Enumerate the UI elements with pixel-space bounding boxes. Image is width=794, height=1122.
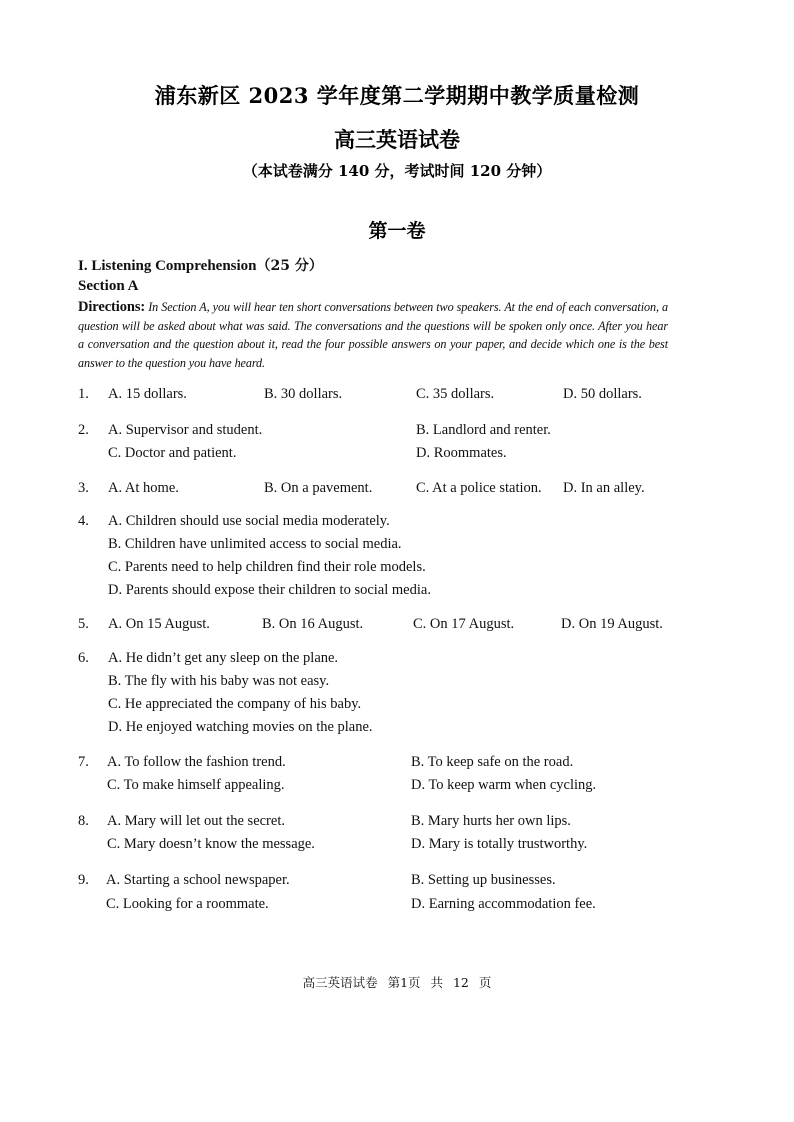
option-d: D. Roommates.	[416, 445, 507, 461]
option-c: C. To make himself appealing.	[107, 777, 285, 793]
question-number: 7.	[78, 754, 89, 770]
exam-title: 浦东新区 2023 学年度第二学期期中教学质量检测	[154, 83, 640, 108]
option-a: A. Mary will let out the secret.	[107, 813, 285, 829]
option-d: D. In an alley.	[563, 480, 645, 496]
option-b: B. Setting up businesses.	[411, 872, 556, 888]
question-number: 1.	[78, 386, 89, 402]
question-number: 9.	[78, 872, 89, 888]
option-a: A. At home.	[108, 480, 179, 496]
option-b: B. To keep safe on the road.	[411, 754, 574, 770]
question-number: 8.	[78, 813, 89, 829]
option-a: A. To follow the fashion trend.	[107, 754, 286, 770]
volume-heading: 第一卷	[368, 220, 426, 242]
option-c: C. Mary doesn’t know the message.	[107, 836, 315, 852]
option-d: D. Mary is totally trustworthy.	[411, 836, 588, 852]
option-d: D. Earning accommodation fee.	[411, 896, 596, 912]
option-d: D. On 19 August.	[561, 616, 663, 632]
option-b: B. Children have unlimited access to social media.	[108, 536, 402, 552]
page-footer: 高三英语试卷 第1页 共 12 页	[302, 975, 492, 990]
question-number: 6.	[78, 650, 89, 666]
option-d: D. To keep warm when cycling.	[411, 777, 597, 793]
option-a: A. Children should use social media moderately.	[108, 513, 390, 529]
option-b: B. On 16 August.	[262, 616, 364, 632]
option-d: D. Parents should expose their children to social media.	[108, 582, 431, 598]
option-c: C. Parents need to help children find their role models.	[108, 559, 426, 575]
option-a: A. He didn’t get any sleep on the plane.	[108, 650, 339, 666]
directions-label: Directions:	[78, 299, 146, 315]
option-b: B. 30 dollars.	[264, 386, 343, 402]
option-b: B. The fly with his baby was not easy.	[108, 673, 330, 689]
option-d: D. 50 dollars.	[563, 386, 642, 402]
option-c: C. 35 dollars.	[416, 386, 495, 402]
option-c: C. Doctor and patient.	[108, 445, 237, 461]
question-number: 2.	[78, 422, 89, 438]
directions-paragraph	[78, 298, 668, 372]
exam-subject-title: 高三英语试卷	[334, 127, 460, 152]
exam-score-time-note: （本试卷满分 140 分，考试时间 120 分钟）	[242, 162, 552, 180]
option-a: A. On 15 August.	[108, 616, 210, 632]
question-number: 4.	[78, 513, 89, 529]
option-d: D. He enjoyed watching movies on the plane.	[108, 719, 373, 735]
question-number: 5.	[78, 616, 89, 632]
question-number: 3.	[78, 480, 89, 496]
option-c: C. Looking for a roommate.	[106, 896, 269, 912]
option-c: C. He appreciated the company of his baby.	[108, 696, 362, 712]
option-c: C. On 17 August.	[413, 616, 515, 632]
part-points: （25 分）	[256, 258, 323, 274]
option-a: A. Supervisor and student.	[108, 422, 263, 438]
part-heading	[78, 255, 323, 275]
directions-text: In Section A, you will hear ten short conversations between two speakers. At the end of each conversation, a question will be asked about what was said. The conversations and the questions will be spoken only once. After you hear a conversation and the question about it, read the four possible answers on your paper, and decide which one is the best answer to the question you have heard.	[78, 300, 669, 370]
part-title: I. Listening Comprehension	[78, 258, 257, 274]
option-b: B. On a pavement.	[264, 480, 373, 496]
option-c: C. At a police station.	[416, 480, 542, 496]
option-b: B. Landlord and renter.	[416, 422, 551, 438]
option-a: A. Starting a school newspaper.	[106, 872, 290, 888]
option-a: A. 15 dollars.	[108, 386, 187, 402]
option-b: B. Mary hurts her own lips.	[411, 813, 571, 829]
section-heading: Section A	[78, 278, 139, 294]
